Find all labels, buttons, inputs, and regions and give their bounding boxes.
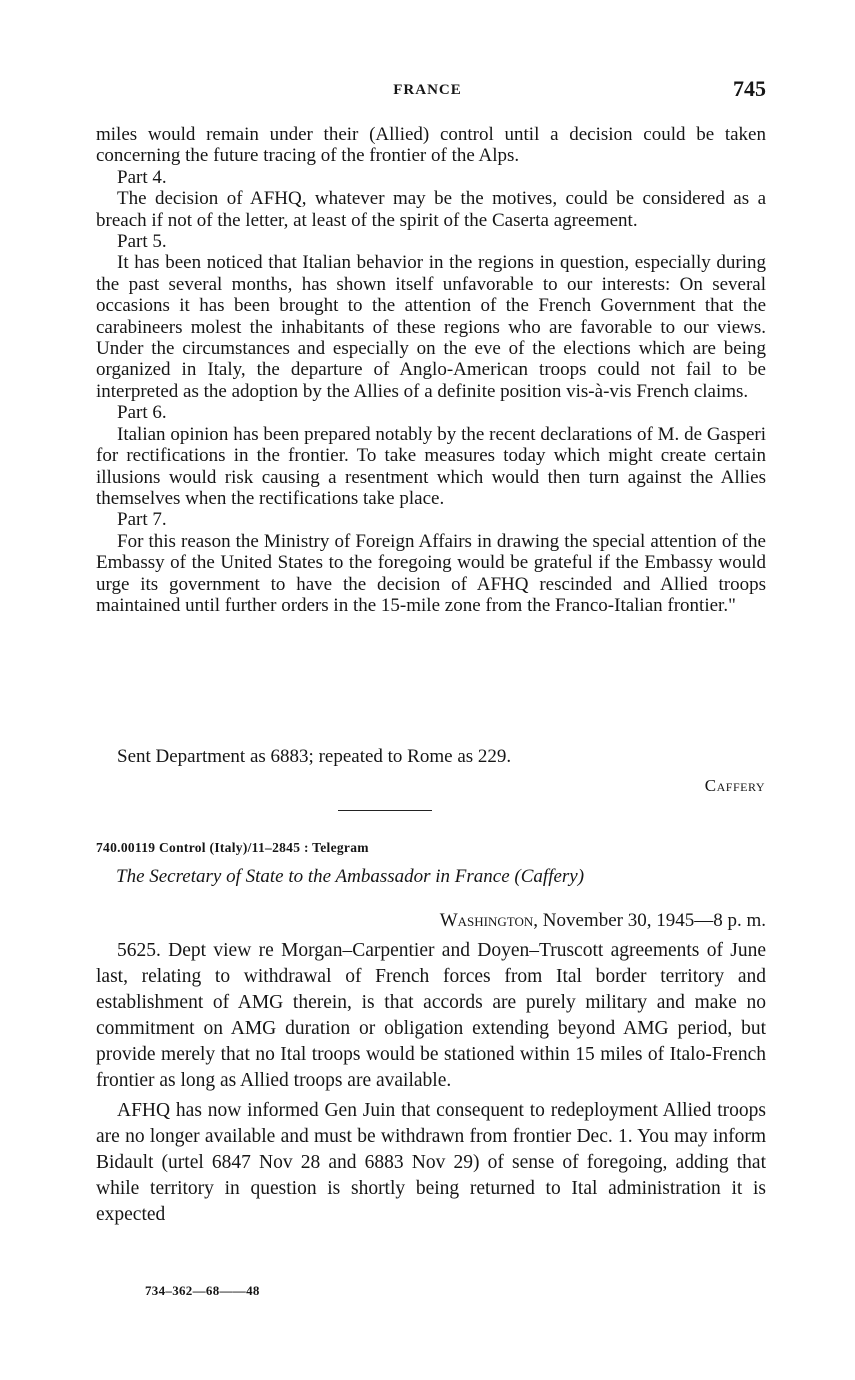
signature: Caffery xyxy=(704,776,765,795)
part-label: Part 5. xyxy=(117,231,167,253)
telegram-paragraph: For this reason the Ministry of Foreign Affairs in drawing the special attention of the Embassy of the United States to the foregoing would be grateful if the Embassy would urge its government to have the decision of AFHQ rescinded and Allied troops maintained until further orders in the 15-mile zone from the Franco-Italian frontier." xyxy=(96,530,766,616)
print-code: 734–362—68——48 xyxy=(145,1283,260,1298)
sent-line: Sent Department as 6883; repeated to Rome as 229. xyxy=(117,746,512,767)
telegram-paragraph: miles would remain under their (Allied) control until a decision could be taken concerning the future tracing of the frontier of the Alps. xyxy=(96,124,766,167)
body-paragraph: AFHQ has now informed Gen Juin that consequent to redeployment Allied troops are no longer available and must be withdrawn from frontier Dec. 1. You may inform Bidault (urtel 6847 Nov 28 and 6883 Nov 29) of sense of foregoing, adding that while territory in question is shortly being returned to Ital administration it is expected xyxy=(96,1100,766,1225)
dateline xyxy=(440,910,766,932)
dateline-date: November 30, 1945—8 p. m. xyxy=(542,910,766,931)
section-divider xyxy=(338,810,432,811)
telegram-paragraph: It has been noticed that Italian behavior in the regions in question, especially during the past several months, has shown itself unfavorable to our interests: On several occasions it has been brought to the attention of the French Government that the carabineers molest the inhabitants of these regions who are favorable to our views. Under the circumstances and especially on the eve of the elections which are being organized in Italy, the departure of Anglo-American troops could not fail to be interpreted as the adoption by the Allies of a definite position vis-à-vis French claims. xyxy=(96,252,766,402)
part-label: Part 7. xyxy=(117,509,167,531)
body-paragraph: 5625. Dept view re Morgan–Carpentier and Doyen–Truscott agreements of June last, relating to withdrawal of French forces from Ital border territory and establishment of AMG therein, is that accords are purely military and make no commitment on AMG duration or obligation extending beyond AMG period, but provide merely that no Ital troops would be stationed within 15 miles of Italo-French frontier as long as Allied troops are available. xyxy=(96,940,766,1091)
page-number: 745 xyxy=(733,76,766,101)
file-reference: 740.00119 Control (Italy)/11–2845 : Telegram xyxy=(96,840,369,855)
running-title: FRANCE xyxy=(393,82,462,98)
dateline-place: Washington, xyxy=(439,910,539,931)
telegram-continuation xyxy=(96,124,766,616)
document-title: The Secretary of State to the Ambassador in France (Caffery) xyxy=(116,866,585,887)
telegram-paragraph: Italian opinion has been prepared notably by the recent declarations of M. de Gasperi for rectifications in the frontier. To take measures today which might create certain illusions would risk causing a resentment which would then turn against the Allies themselves when the rectifications take place. xyxy=(96,423,766,509)
telegram-body xyxy=(96,938,766,1232)
part-label: Part 6. xyxy=(117,402,167,424)
part-label: Part 4. xyxy=(117,166,167,188)
telegram-paragraph: The decision of AFHQ, whatever may be the motives, could be considered as a breach if not of the letter, at least of the spirit of the Caserta agreement. xyxy=(96,188,766,231)
